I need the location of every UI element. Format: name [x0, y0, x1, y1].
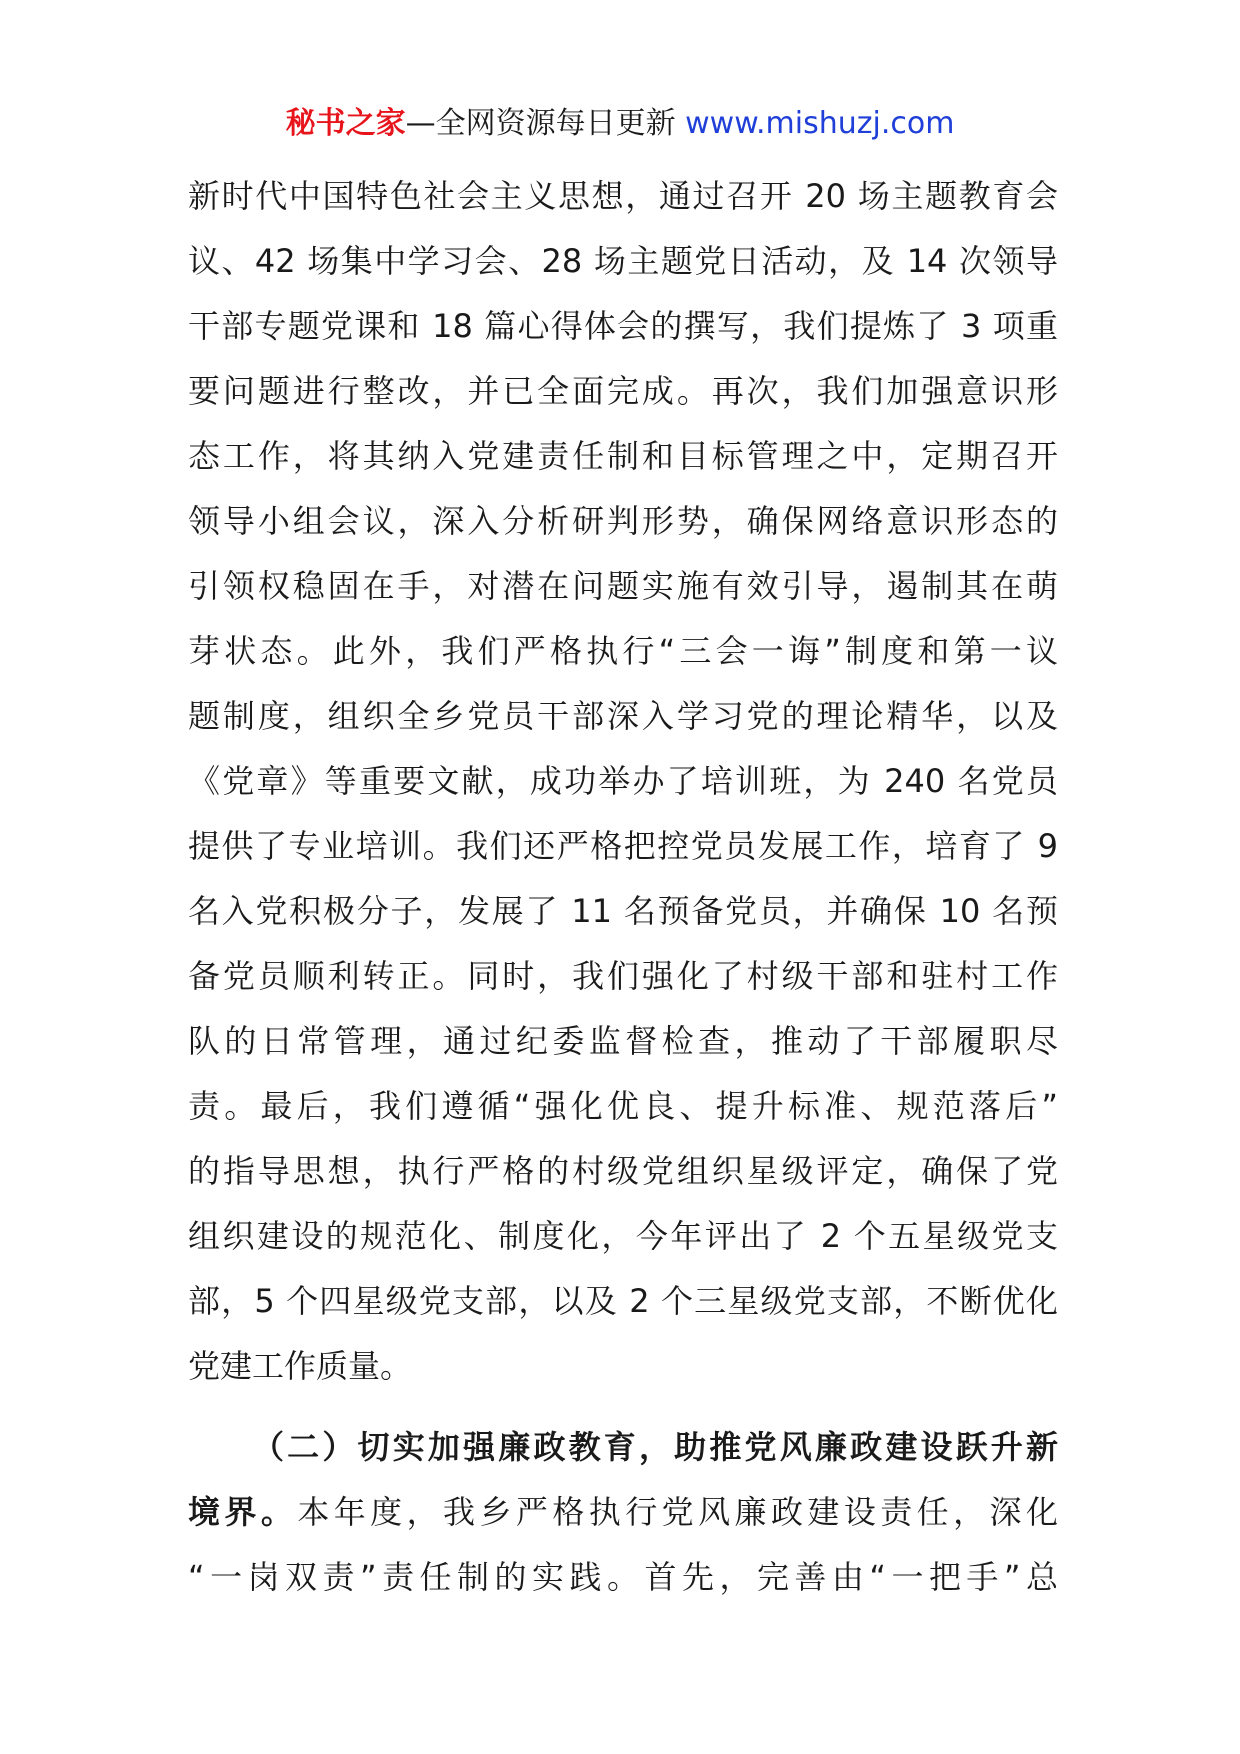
- paragraph-integrity-education: [188, 1415, 1058, 1610]
- text-line: 领导小组会议，深入分析研判形势，确保网络意识形态的: [188, 502, 1058, 540]
- text-line: 要问题进行整改，并已全面完成。再次，我们加强意识形: [188, 372, 1058, 410]
- text-line: 备党员顺利转正。同时，我们强化了村级干部和驻村工作: [188, 957, 1058, 995]
- brand-name: 秘书之家: [285, 106, 406, 141]
- text-line: 题制度，组织全乡党员干部深入学习党的理论精华，以及: [188, 697, 1058, 735]
- section-heading: （二）切实加强廉政教育，助推党风廉政建设跃升新: [252, 1428, 1058, 1466]
- text-line: 新时代中国特色社会主义思想，通过召开 20 场主题教育会: [188, 177, 1058, 215]
- text-line: 的指导思想，执行严格的村级党组织星级评定，确保了党: [188, 1152, 1058, 1190]
- text-line: 名入党积极分子，发展了 11 名预备党员，并确保 10 名预: [188, 892, 1058, 930]
- section-text: 本年度，我乡严格执行党风廉政建设责任，深化: [297, 1493, 1058, 1531]
- text-line: 提供了专业培训。我们还严格把控党员发展工作，培育了 9: [188, 827, 1058, 865]
- text-line: 党建工作质量。: [188, 1347, 413, 1385]
- paragraph-party-building: [188, 164, 1058, 1399]
- text-line: 队的日常管理，通过纪委监督检查，推动了干部履职尽: [188, 1022, 1058, 1060]
- text-line: 引领权稳固在手，对潜在问题实施有效引导，遏制其在萌: [188, 567, 1058, 605]
- text-line: 议、42 场集中学习会、28 场主题党日活动，及 14 次领导: [188, 242, 1058, 280]
- text-line: “一岗双责”责任制的实践。首先，完善由“一把手”总: [188, 1558, 1058, 1596]
- text-line: 《党章》等重要文献，成功举办了培训班，为 240 名党员: [188, 762, 1058, 800]
- paragraph-gap: [188, 1399, 1058, 1415]
- text-line: 芽状态。此外，我们严格执行“三会一诲”制度和第一议: [188, 632, 1058, 670]
- brand-tagline: —全网资源每日更新: [405, 106, 676, 141]
- text-line: 责。最后，我们遵循“强化优良、提升标准、规范落后”: [188, 1087, 1058, 1125]
- section-heading-end: 境界。: [188, 1493, 298, 1531]
- text-line: 态工作，将其纳入党建责任制和目标管理之中，定期召开: [188, 437, 1058, 475]
- document-body: [188, 164, 1058, 1610]
- watermark-header: [0, 102, 1240, 146]
- text-line: 干部专题党课和 18 篇心得体会的撰写，我们提炼了 3 项重: [188, 307, 1058, 345]
- brand-url: www.mishuzj.com: [685, 106, 955, 141]
- text-line: 组织建设的规范化、制度化，今年评出了 2 个五星级党支: [188, 1217, 1058, 1255]
- text-line: 部，5 个四星级党支部，以及 2 个三星级党支部，不断优化: [188, 1282, 1058, 1320]
- text-line: [188, 1480, 1058, 1545]
